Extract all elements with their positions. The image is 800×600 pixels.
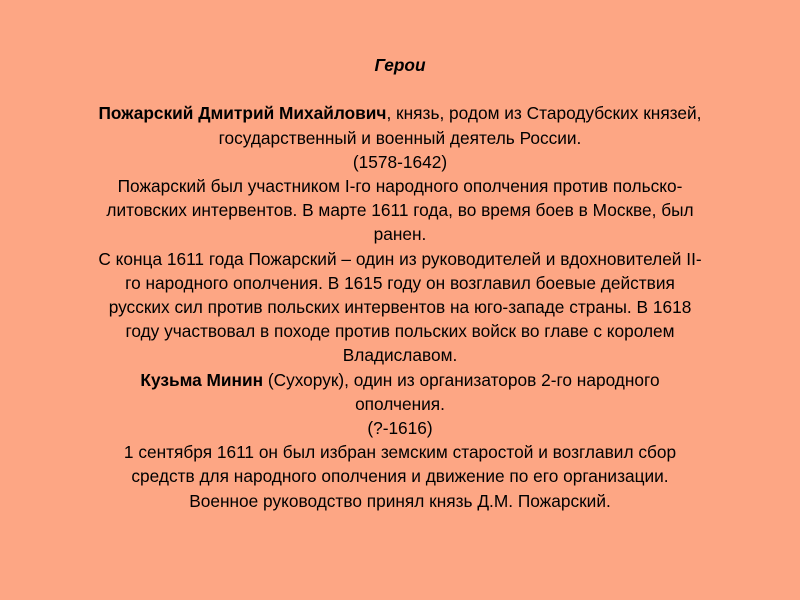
person-name: Кузьма Минин bbox=[140, 369, 264, 390]
line-text: го народного ополчения. В 1615 году он возглавил боевые действия bbox=[125, 272, 675, 293]
text-line bbox=[40, 247, 760, 271]
text-line bbox=[40, 150, 760, 174]
line-text: русских сил против польских интервентов на юго-западе страны. В 1618 bbox=[108, 297, 692, 318]
text-line bbox=[40, 198, 760, 222]
text-line bbox=[40, 343, 760, 367]
text-line bbox=[40, 271, 760, 295]
text-line bbox=[40, 489, 760, 513]
line-text: Владиславом. bbox=[342, 345, 458, 366]
line-text: Пожарский был участником I-го народного ополчения против польско- bbox=[117, 176, 683, 196]
line-text: 1 сентября 1611 он был избран земским старостой и возглавил сбор bbox=[123, 442, 677, 463]
person-name: Пожарский Дмитрий Михайлович bbox=[98, 103, 387, 124]
line-text: государственный и военный деятель России. bbox=[218, 127, 582, 148]
text-line bbox=[40, 440, 760, 464]
text-line bbox=[40, 416, 760, 440]
line-text: ранен. bbox=[373, 224, 427, 245]
text-line bbox=[40, 126, 760, 150]
text-line bbox=[40, 319, 760, 343]
text-line bbox=[40, 368, 760, 392]
text-line bbox=[40, 222, 760, 246]
line-text: С конца 1611 года Пожарский – один из руководителей и вдохновителей II- bbox=[98, 248, 702, 269]
text-line bbox=[40, 392, 760, 416]
text-line bbox=[40, 101, 760, 125]
blank-line bbox=[40, 77, 760, 101]
text-line bbox=[40, 295, 760, 319]
text-line bbox=[40, 464, 760, 488]
line-text: (Сухорук), один из организаторов 2-го народного bbox=[263, 369, 660, 390]
line-text: , князь, родом из Стародубских князей, bbox=[386, 103, 702, 124]
text-line bbox=[40, 174, 760, 198]
line-text: (?-1616) bbox=[367, 418, 433, 439]
slide-title: Герои bbox=[374, 55, 426, 75]
line-text: средств для народного ополчения и движение по его организации. bbox=[131, 466, 669, 487]
slide-text-block bbox=[40, 53, 760, 513]
line-text: ополчения. bbox=[355, 393, 445, 414]
line-text: (1578-1642) bbox=[352, 151, 448, 172]
line-text: Военное руководство принял князь Д.М. Пожарский. bbox=[189, 490, 611, 511]
line-text: литовских интервентов. В марте 1611 года, во время боев в Москве, был bbox=[106, 200, 694, 221]
line-text: году участвовал в походе против польских войск во главе с королем bbox=[125, 321, 675, 342]
